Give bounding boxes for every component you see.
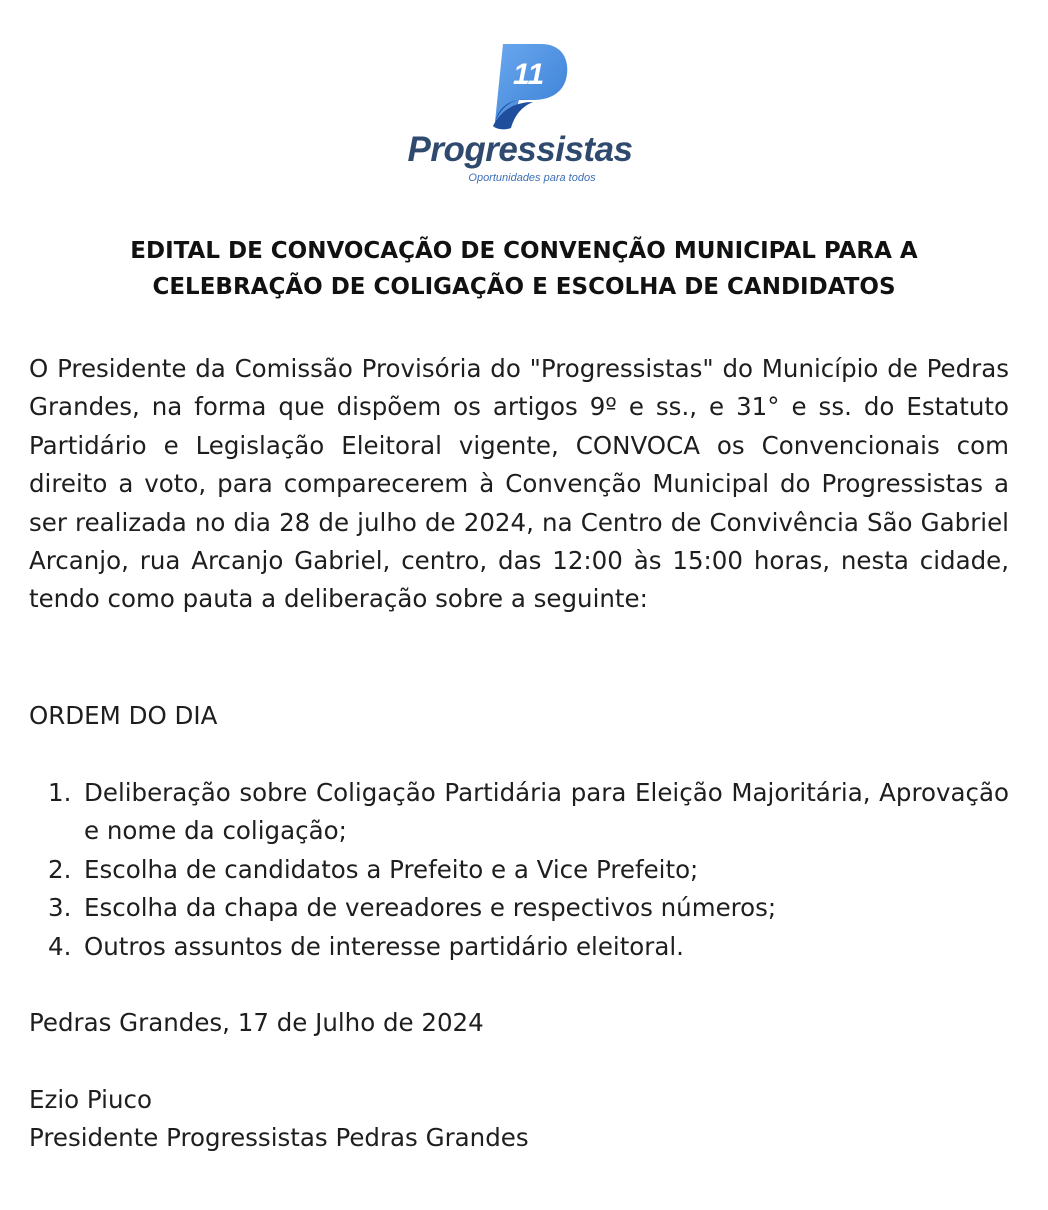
- party-logo: [395, 38, 645, 188]
- list-item-number: 3.: [48, 893, 72, 923]
- document-title-line-2: CELEBRAÇÃO DE COLIGAÇÃO E ESCOLHA DE CANDIDATOS: [152, 274, 896, 300]
- list-item: [48, 851, 1009, 889]
- list-item: [48, 928, 1009, 966]
- agenda-heading: ORDEM DO DIA: [29, 701, 218, 730]
- list-item-number: 1.: [48, 778, 72, 807]
- list-item-number: 4.: [48, 931, 72, 961]
- party-logo-number: 11: [513, 58, 545, 91]
- list-item-text: Outros assuntos de interesse partidário eleitoral.: [84, 931, 684, 961]
- list-item-text: Escolha da chapa de vereadores e respectivos números;: [84, 893, 777, 923]
- agenda-list: [48, 774, 1009, 966]
- signer-name: Ezio Piuco: [29, 1085, 152, 1114]
- list-item-text: Deliberação sobre Coligação Partidária para Eleição Majoritária, Aprovação e nome da coligação;: [84, 778, 1009, 846]
- party-logo-wordmark: Progressistas: [407, 130, 633, 169]
- party-logo-mark: [489, 40, 571, 132]
- list-item: [48, 774, 1009, 851]
- signer-role: Presidente Progressistas Pedras Grandes: [29, 1123, 529, 1152]
- list-item-text: Escolha de candidatos a Prefeito e a Vice Prefeito;: [84, 854, 699, 884]
- document-title-line-1: EDITAL DE CONVOCAÇÃO DE CONVENÇÃO MUNICIPAL PARA A: [130, 238, 918, 264]
- list-item-number: 2.: [48, 854, 72, 884]
- convocation-paragraph: O Presidente da Comissão Provisória do "Progressistas" do Município de Pedras Grandes, na forma que dispõem os artigos 9º e ss., e 31° e ss. do Estatuto Partidário e Legislação Eleitoral vigente, CONVOCA os Convencionais com direito a voto, para comparecerem à Convenção Municipal do Progressistas a ser realizada no dia 28 de julho de 2024, na Centro de Convivência São Gabriel Arcanjo, rua Arcanjo Gabriel, centro, das 12:00 às 15:00 horas, nesta cidade, tendo como pauta a deliberação sobre a seguinte:: [29, 354, 1009, 614]
- party-logo-tagline: Oportunidades para todos: [468, 172, 596, 184]
- place-and-date: Pedras Grandes, 17 de Julho de 2024: [29, 1008, 484, 1037]
- document-title: [40, 233, 1008, 305]
- list-item: [48, 889, 1009, 927]
